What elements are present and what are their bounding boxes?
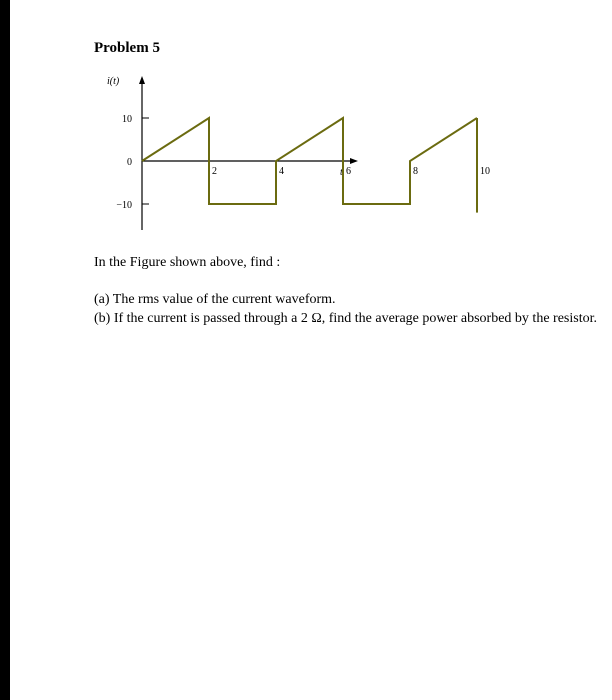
- y-tick-label: 0: [127, 157, 132, 168]
- question-b: (b) If the current is passed through a 2 Ω, find the average power absorbed by the resistor.: [94, 311, 597, 326]
- tick-labels-group: [107, 76, 490, 211]
- x-tick-label: 4: [279, 166, 284, 177]
- y-axis-label: i(t): [107, 76, 120, 87]
- waveform-group: [142, 118, 477, 213]
- x-tick-label: 2: [212, 166, 217, 177]
- x-tick-label: 6: [346, 166, 351, 177]
- problem-intro: In the Figure shown above, find :: [94, 255, 281, 270]
- x-tick-label: 8: [413, 166, 418, 177]
- question-a: (a) The rms value of the current waveform.: [94, 292, 336, 307]
- axes-group: [139, 76, 477, 230]
- y-axis-arrow: [139, 76, 145, 84]
- document-page: [10, 0, 612, 700]
- x-tick-label: 10: [480, 166, 490, 177]
- x-axis-arrow: [350, 158, 358, 164]
- x-axis-label: t: [340, 167, 343, 178]
- waveform-figure: [10, 0, 612, 260]
- problem-title: Problem 5: [94, 40, 160, 56]
- y-tick-label: 10: [122, 114, 132, 125]
- y-tick-label: −10: [116, 200, 132, 211]
